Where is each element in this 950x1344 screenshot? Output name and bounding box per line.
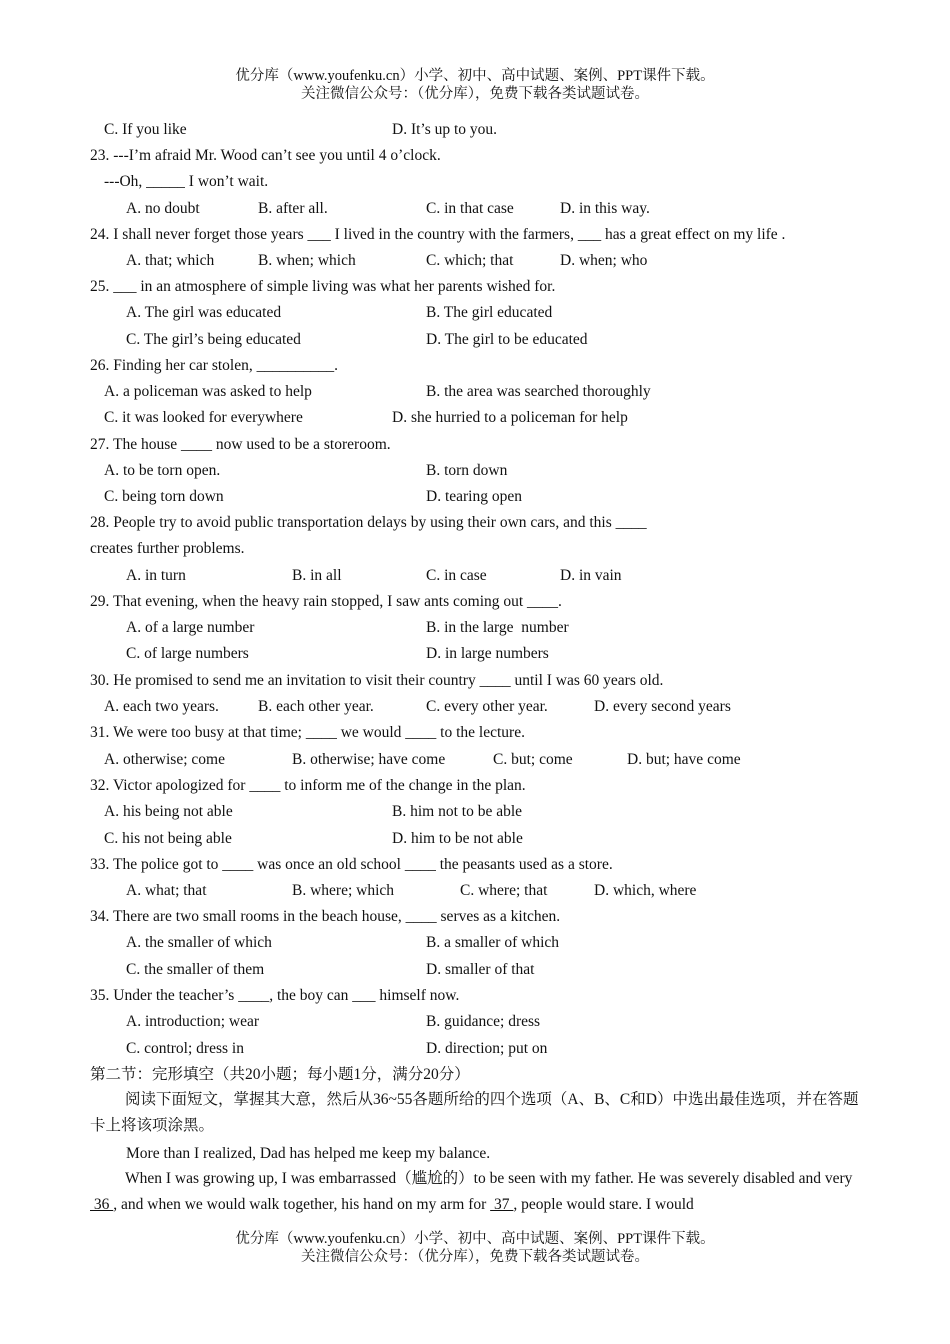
q26-option-c: C. it was looked for everywhere [104, 409, 303, 426]
section-2-instruction: 阅读下面短文，掌握其大意，然后从36~55各题所给的四个选项（A、B、C和D）中选出最佳选项，并在答题卡上将该项涂黑。 [90, 1091, 859, 1134]
q33-stem: 33. The police got to ____ was once an old school ____ the peasants used as a store. [90, 856, 613, 873]
q25-option-b: B. The girl educated [426, 304, 553, 321]
q33-option-c: C. where; that [460, 882, 548, 899]
section-2-title: 第二节：完形填空（共20小题；每小题1分，满分20分） [90, 1066, 470, 1083]
q31-option-d: D. but; have come [627, 751, 741, 768]
q28-option-d: D. in vain [560, 567, 622, 584]
footer-line-1: 优分库（www.youfenku.cn）小学、初中、高中试题、案例、PPT课件下载。 [235, 1231, 715, 1247]
q25-option-a: A. The girl was educated [126, 304, 282, 321]
footer-line-2: 关注微信公众号：（优分库），免费下载各类试题试卷。 [301, 1249, 649, 1265]
blank-36: 36 [90, 1196, 114, 1213]
q28-option-a: A. in turn [126, 567, 186, 584]
q35-stem: 35. Under the teacher’s ____, the boy can ___ himself now. [90, 987, 460, 1004]
q25-option-c: C. The girl’s being educated [126, 331, 301, 348]
q31-option-a: A. otherwise; come [104, 751, 225, 768]
q24-option-d: D. when; who [560, 252, 648, 269]
q24-stem: 24. I shall never forget those years ___ I lived in the country with the farmers, ___ has a great effect on my life . [90, 226, 786, 243]
q35-option-b: B. guidance; dress [426, 1013, 541, 1030]
q29-stem: 29. That evening, when the heavy rain stopped, I saw ants coming out ____. [90, 593, 562, 610]
q34-option-c: C. the smaller of them [126, 961, 265, 978]
q32-stem: 32. Victor apologized for ____ to inform me of the change in the plan. [90, 777, 526, 794]
q25-option-d: D. The girl to be educated [426, 331, 588, 348]
q27-option-d: D. tearing open [426, 488, 522, 505]
header-line-2: 关注微信公众号：（优分库），免费下载各类试题试卷。 [301, 86, 649, 102]
q26-option-d: D. she hurried to a policeman for help [392, 409, 628, 426]
q33-option-d: D. which, where [594, 882, 697, 899]
q28-option-c: C. in case [426, 567, 487, 584]
q25-stem: 25. ___ in an atmosphere of simple living was what her parents wished for. [90, 278, 556, 295]
passage-text-b: , and when we would walk together, his hand on my arm for [113, 1196, 491, 1213]
passage-paragraph-2 [90, 1166, 860, 1218]
q30-stem: 30. He promised to send me an invitation to visit their country ____ until I was 60 years old. [90, 672, 664, 689]
q35-option-d: D. direction; put on [426, 1040, 548, 1057]
q28-option-b: B. in all [292, 567, 342, 584]
q34-option-b: B. a smaller of which [426, 934, 560, 951]
q33-option-b: B. where; which [292, 882, 395, 899]
passage-text-a: When I was growing up, I was embarrassed（尴尬的）to be seen with my father. He was severely disabled and very [125, 1170, 853, 1187]
passage-paragraph-1: More than I realized, Dad has helped me keep my balance. [126, 1145, 491, 1162]
q29-option-b: B. in the large number [426, 619, 569, 636]
q24-option-c: C. which; that [426, 252, 514, 269]
q30-option-c: C. every other year. [426, 698, 548, 715]
q31-stem: 31. We were too busy at that time; ____ we would ____ to the lecture. [90, 724, 525, 741]
q23-option-a: A. no doubt [126, 200, 200, 217]
q28-stem-continued: creates further problems. [90, 540, 245, 557]
q28-stem: 28. People try to avoid public transportation delays by using their own cars, and this ____ [90, 514, 647, 531]
q30-option-a: A. each two years. [104, 698, 219, 715]
q32-option-a: A. his being not able [104, 803, 233, 820]
q27-stem: 27. The house ____ now used to be a storeroom. [90, 436, 391, 453]
q30-option-d: D. every second years [594, 698, 731, 715]
q31-option-b: B. otherwise; have come [292, 751, 446, 768]
page-header [0, 67, 950, 103]
q23-reply: ---Oh, _____ I won’t wait. [104, 173, 269, 190]
q35-option-c: C. control; dress in [126, 1040, 244, 1057]
q24-option-b: B. when; which [258, 252, 356, 269]
q26-option-a: A. a policeman was asked to help [104, 383, 312, 400]
q34-option-d: D. smaller of that [426, 961, 535, 978]
q32-option-b: B. him not to be able [392, 803, 523, 820]
page-footer [0, 1230, 950, 1266]
q27-option-b: B. torn down [426, 462, 508, 479]
q22-option-c: C. If you like [104, 121, 187, 138]
q24-option-a: A. that; which [126, 252, 215, 269]
q23-option-b: B. after all. [258, 200, 328, 217]
q35-option-a: A. introduction; wear [126, 1013, 260, 1030]
q34-stem: 34. There are two small rooms in the beach house, ____ serves as a kitchen. [90, 908, 561, 925]
q29-option-c: C. of large numbers [126, 645, 249, 662]
q26-stem: 26. Finding her car stolen, __________. [90, 357, 338, 374]
q33-option-a: A. what; that [126, 882, 207, 899]
header-line-1: 优分库（www.youfenku.cn）小学、初中、高中试题、案例、PPT课件下载。 [235, 68, 715, 84]
passage-text-c: , people would stare. I would [513, 1196, 694, 1213]
q23-option-d: D. in this way. [560, 200, 650, 217]
q32-option-c: C. his not being able [104, 830, 232, 847]
q27-option-c: C. being torn down [104, 488, 224, 505]
q31-option-c: C. but; come [493, 751, 573, 768]
q30-option-b: B. each other year. [258, 698, 374, 715]
q29-option-d: D. in large numbers [426, 645, 549, 662]
q23-stem: 23. ---I’m afraid Mr. Wood can’t see you until 4 o’clock. [90, 147, 441, 164]
q23-option-c: C. in that case [426, 200, 514, 217]
blank-37: 37 [490, 1196, 514, 1213]
q29-option-a: A. of a large number [126, 619, 255, 636]
q32-option-d: D. him to be not able [392, 830, 523, 847]
q34-option-a: A. the smaller of which [126, 934, 272, 951]
q22-option-d: D. It’s up to you. [392, 121, 498, 138]
q26-option-b: B. the area was searched thoroughly [426, 383, 651, 400]
q27-option-a: A. to be torn open. [104, 462, 221, 479]
